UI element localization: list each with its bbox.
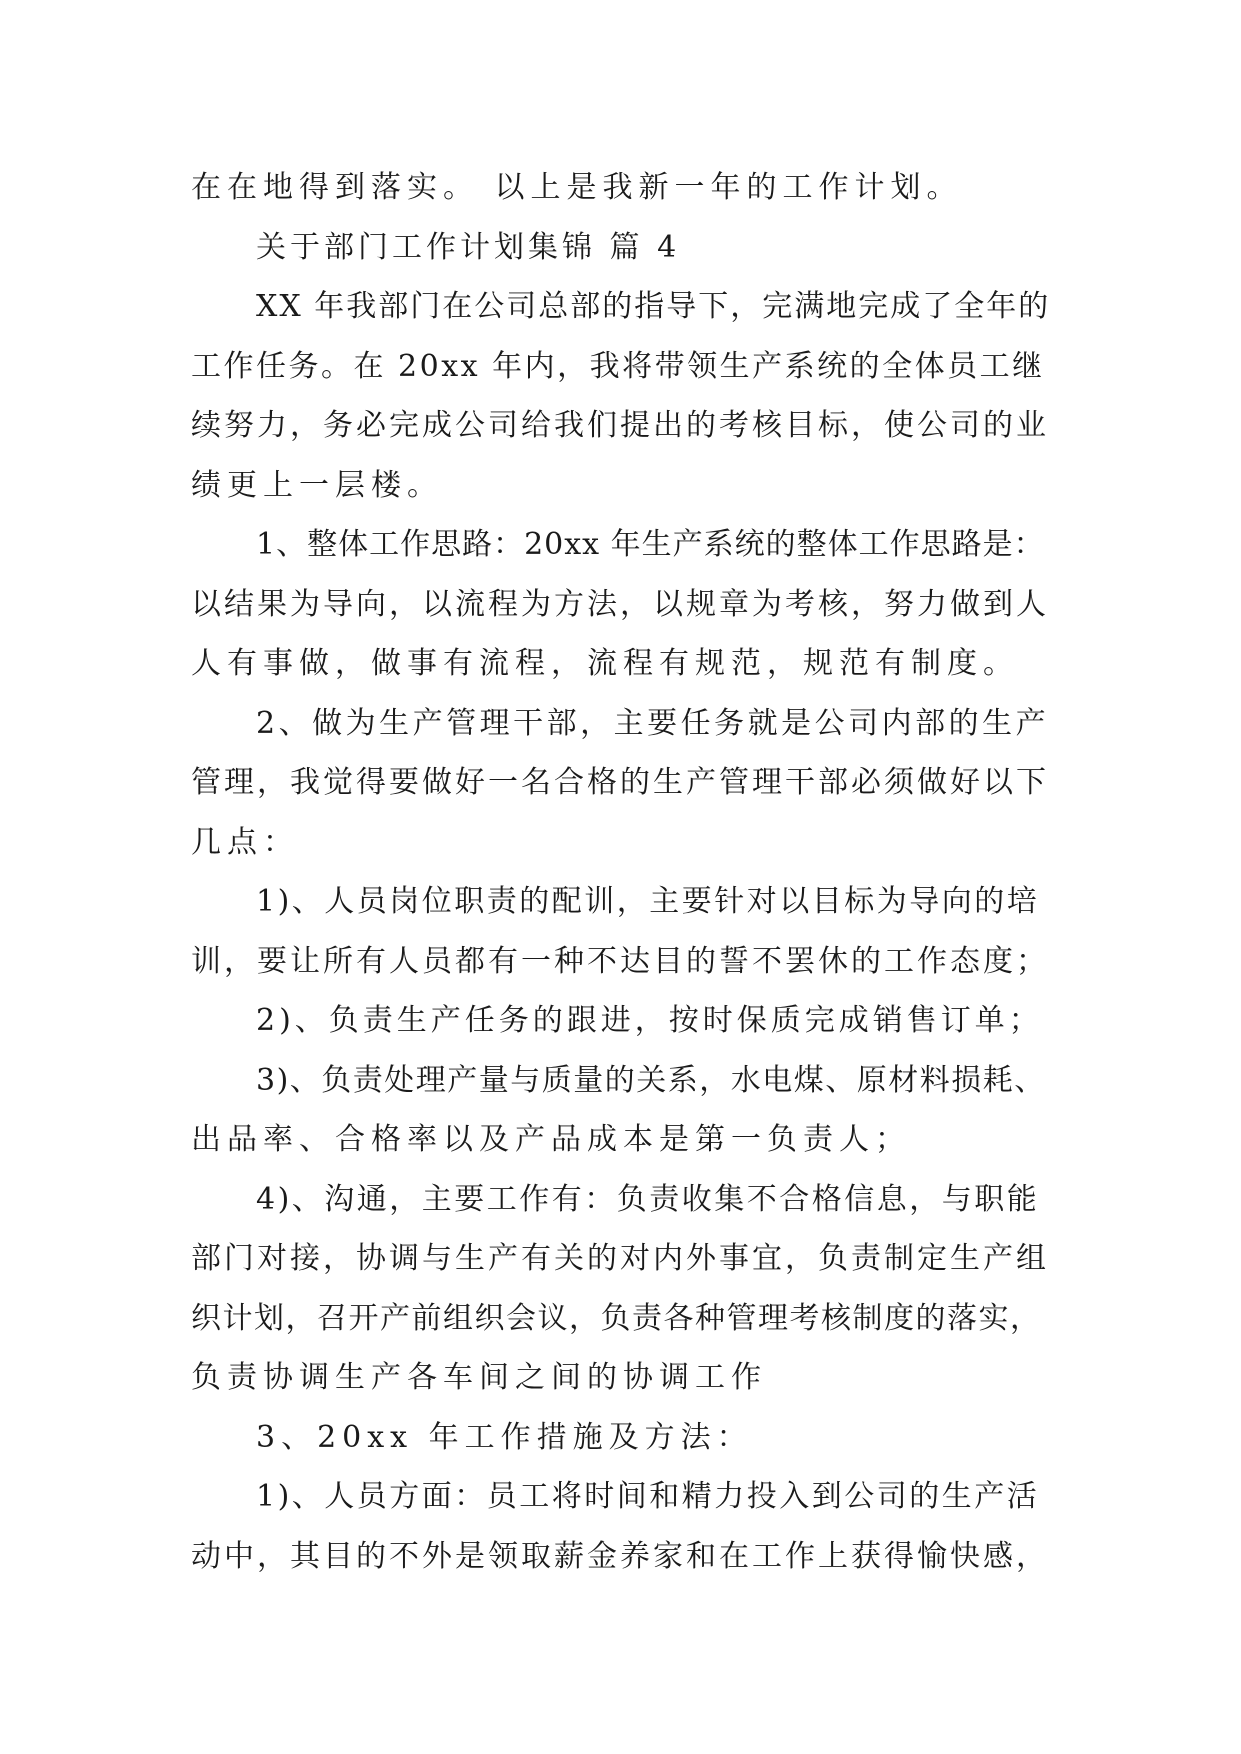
text-line: 织计划，召开产前组织会议，负责各种管理考核制度的落实， bbox=[191, 1300, 1042, 1336]
text-line: 部门对接，协调与生产有关的对内外事宜，负责制定生产组 bbox=[191, 1241, 1049, 1276]
text-line: 1)、人员方面：员工将时间和精力投入到公司的生产活 bbox=[256, 1479, 1040, 1514]
document-body bbox=[191, 158, 1051, 1586]
text-line: 1、整体工作思路：20xx 年生产系统的整体工作思路是： bbox=[256, 527, 1045, 562]
text-line: 在在地得到落实。 以上是我新一年的工作计划。 bbox=[191, 170, 963, 205]
text-line: 训，要让所有人员都有一种不达目的誓不罢休的工作态度； bbox=[191, 943, 1049, 979]
text-line: 出品率、合格率以及产品成本是第一负责人； bbox=[191, 1122, 911, 1157]
text-line: 1)、人员岗位职责的配训，主要针对以目标为导向的培 bbox=[256, 884, 1040, 919]
text-line: 绩更上一层楼。 bbox=[191, 467, 443, 503]
text-line: 2、做为生产管理干部，主要任务就是公司内部的生产 bbox=[256, 705, 1050, 741]
text-line: 2)、负责生产任务的跟进，按时保质完成销售订单； bbox=[256, 1003, 1043, 1038]
text-line: 动中，其目的不外是领取薪金养家和在工作上获得愉快感， bbox=[191, 1538, 1049, 1574]
section-heading: 关于部门工作计划集锦 篇 4 bbox=[256, 229, 681, 265]
text-line: 工作任务。在 20xx 年内，我将带领生产系统的全体员工继 bbox=[191, 348, 1045, 384]
text-line: 负责协调生产各车间之间的协调工作 bbox=[191, 1360, 767, 1395]
text-line: 以结果为导向，以流程为方法，以规章为考核，努力做到人 bbox=[191, 586, 1049, 622]
text-line: 3、20xx 年工作措施及方法： bbox=[256, 1419, 753, 1455]
text-line: 人有事做，做事有流程，流程有规范，规范有制度。 bbox=[191, 646, 1019, 681]
text-line: 续努力，务必完成公司给我们提出的考核目标，使公司的业 bbox=[191, 408, 1049, 443]
text-line: 管理，我觉得要做好一名合格的生产管理干部必须做好以下 bbox=[191, 765, 1049, 800]
text-line: 几点： bbox=[191, 824, 299, 860]
text-line: XX 年我部门在公司总部的指导下，完满地完成了全年的 bbox=[256, 289, 1051, 324]
text-line: 3)、负责处理产量与质量的关系，水电煤、原材料损耗、 bbox=[256, 1062, 1046, 1098]
text-line: 4)、沟通，主要工作有：负责收集不合格信息，与职能 bbox=[256, 1181, 1040, 1217]
